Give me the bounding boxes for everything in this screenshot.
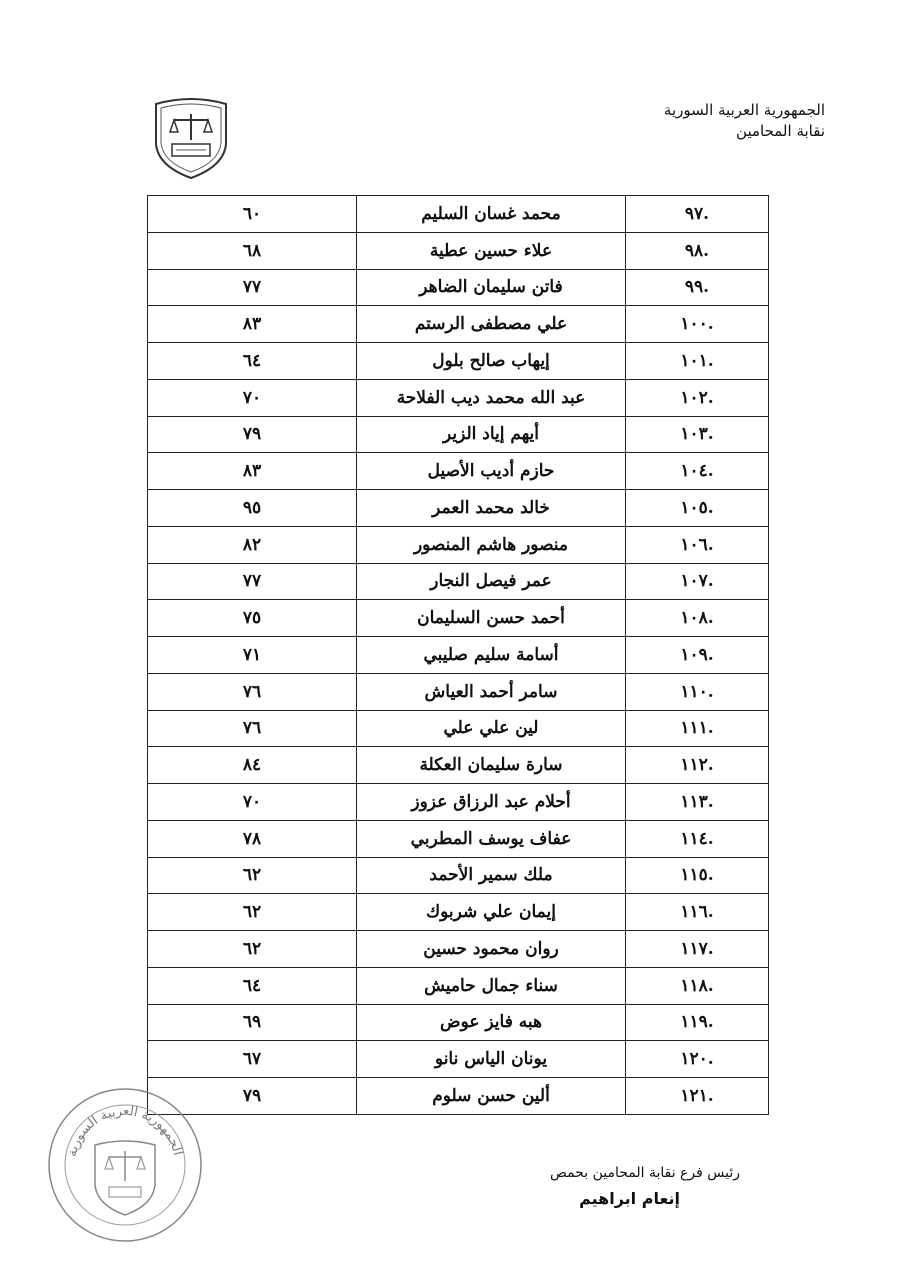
person-name: منصور هاشم المنصور [357, 526, 626, 563]
row-number: .١١٧ [626, 931, 769, 968]
score-value: ٦٢ [148, 931, 357, 968]
table-row [148, 710, 769, 747]
table-row [148, 600, 769, 637]
row-number: .١١٣ [626, 784, 769, 821]
row-number: .١٠٢ [626, 379, 769, 416]
letterhead [525, 100, 825, 142]
bar-association-logo-icon [148, 96, 234, 180]
person-name: لين علي علي [357, 710, 626, 747]
table-row [148, 306, 769, 343]
row-number: .١١٠ [626, 673, 769, 710]
person-name: أحلام عبد الرزاق عزوز [357, 784, 626, 821]
score-value: ٦٧ [148, 1041, 357, 1078]
row-number: .١٠٦ [626, 526, 769, 563]
score-value: ٨٢ [148, 526, 357, 563]
person-name: إيمان علي شربوك [357, 894, 626, 931]
row-number: .١١١ [626, 710, 769, 747]
table-row [148, 490, 769, 527]
table-row [148, 857, 769, 894]
person-name: هبه فايز عوض [357, 1004, 626, 1041]
score-value: ٨٣ [148, 453, 357, 490]
table-row [148, 1004, 769, 1041]
person-name: سامر أحمد العياش [357, 673, 626, 710]
person-name: علي مصطفى الرستم [357, 306, 626, 343]
person-name: خالد محمد العمر [357, 490, 626, 527]
table-row [148, 343, 769, 380]
row-number: .١١٥ [626, 857, 769, 894]
person-name: ألين حسن سلوم [357, 1078, 626, 1115]
person-name: إيهاب صالح بلول [357, 343, 626, 380]
signature-block [480, 1165, 740, 1208]
score-value: ٧٨ [148, 820, 357, 857]
score-value: ٩٥ [148, 490, 357, 527]
score-value: ٦٠ [148, 196, 357, 233]
person-name: أحمد حسن السليمان [357, 600, 626, 637]
person-name: محمد غسان السليم [357, 196, 626, 233]
official-seal-icon [45, 1085, 205, 1245]
table-row [148, 967, 769, 1004]
organization-name: نقابة المحامين [736, 122, 825, 140]
row-number: .١٠٧ [626, 563, 769, 600]
row-number: .١١٢ [626, 747, 769, 784]
score-value: ٧٩ [148, 1078, 357, 1115]
table-row [148, 416, 769, 453]
score-value: ٧٧ [148, 269, 357, 306]
person-name: سارة سليمان العكلة [357, 747, 626, 784]
score-value: ٦٢ [148, 894, 357, 931]
table-row [148, 637, 769, 674]
row-number: .١٠١ [626, 343, 769, 380]
score-value: ٧٧ [148, 563, 357, 600]
person-name: عفاف يوسف المطربي [357, 820, 626, 857]
table-row [148, 269, 769, 306]
table-row [148, 1078, 769, 1115]
score-value: ٧٦ [148, 710, 357, 747]
results-table [147, 195, 769, 1115]
table-row [148, 563, 769, 600]
row-number: .١١٩ [626, 1004, 769, 1041]
table-row [148, 232, 769, 269]
row-number: .١١٤ [626, 820, 769, 857]
row-number: .١٠٨ [626, 600, 769, 637]
row-number: .١٠٤ [626, 453, 769, 490]
row-number: .١٠٥ [626, 490, 769, 527]
table-row [148, 673, 769, 710]
row-number: .٩٩ [626, 269, 769, 306]
signatory-title: رئيس فرع نقابة المحامين بحمص [549, 1165, 740, 1181]
person-name: حازم أديب الأصيل [357, 453, 626, 490]
row-number: .١٠٩ [626, 637, 769, 674]
table-row [148, 747, 769, 784]
person-name: أيهم إياد الزير [357, 416, 626, 453]
person-name: علاء حسين عطية [357, 232, 626, 269]
row-number: .٩٧ [626, 196, 769, 233]
table-row [148, 820, 769, 857]
score-value: ٧٩ [148, 416, 357, 453]
row-number: .١٠٣ [626, 416, 769, 453]
table-row [148, 784, 769, 821]
table-row [148, 894, 769, 931]
person-name: عبد الله محمد ديب الفلاحة [357, 379, 626, 416]
row-number: .١٢٠ [626, 1041, 769, 1078]
row-number: .١٠٠ [626, 306, 769, 343]
score-value: ٧٦ [148, 673, 357, 710]
table-row [148, 453, 769, 490]
row-number: .١١٨ [626, 967, 769, 1004]
score-value: ٦٤ [148, 967, 357, 1004]
person-name: فاتن سليمان الضاهر [357, 269, 626, 306]
score-value: ٧٥ [148, 600, 357, 637]
person-name: أسامة سليم صليبي [357, 637, 626, 674]
score-value: ٦٢ [148, 857, 357, 894]
person-name: سناء جمال حاميش [357, 967, 626, 1004]
score-value: ٦٨ [148, 232, 357, 269]
table-row [148, 526, 769, 563]
country-name: الجمهورية العربية السورية [663, 101, 825, 119]
score-value: ٨٣ [148, 306, 357, 343]
signatory-name: إنعام ابراهيم [579, 1189, 680, 1208]
person-name: روان محمود حسين [357, 931, 626, 968]
table-row [148, 196, 769, 233]
score-value: ٦٩ [148, 1004, 357, 1041]
person-name: ملك سمير الأحمد [357, 857, 626, 894]
score-value: ٧٠ [148, 784, 357, 821]
row-number: .١٢١ [626, 1078, 769, 1115]
score-value: ٦٤ [148, 343, 357, 380]
row-number: .٩٨ [626, 232, 769, 269]
score-value: ٨٤ [148, 747, 357, 784]
table-row [148, 379, 769, 416]
score-value: ٧٠ [148, 379, 357, 416]
table-row [148, 1041, 769, 1078]
svg-text:الجمهورية العربية السورية: الجمهورية العربية السورية [64, 1103, 185, 1159]
score-value: ٧١ [148, 637, 357, 674]
person-name: يونان الياس نانو [357, 1041, 626, 1078]
table-row [148, 931, 769, 968]
person-name: عمر فيصل النجار [357, 563, 626, 600]
row-number: .١١٦ [626, 894, 769, 931]
